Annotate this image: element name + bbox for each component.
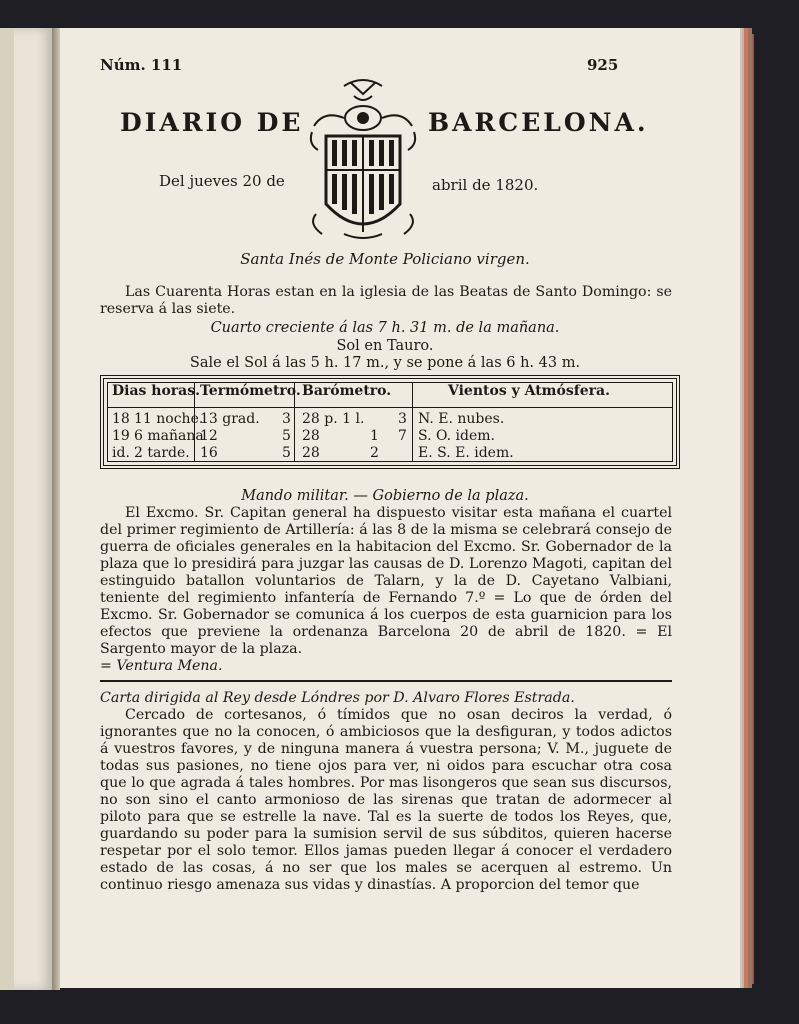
- left-page-edge: [0, 28, 54, 990]
- masthead-title-right: BARCELONA.: [428, 108, 649, 137]
- row1-baro-n: 3: [398, 411, 407, 427]
- row1-time: 11 noche.: [134, 411, 204, 427]
- military-heading: Mando militar. — Gobierno de la plaza.: [241, 488, 529, 504]
- date-right: abril de 1820.: [432, 176, 539, 194]
- weather-table: [100, 375, 680, 469]
- row3-baro-mid: 2: [370, 445, 379, 461]
- letter-heading: Carta dirigida al Rey desde Lóndres por D. Alvaro Flores Estrada.: [100, 690, 575, 706]
- row3-time: 2 tarde.: [134, 445, 190, 461]
- book-spine: [52, 28, 60, 990]
- sun-times: Sale el Sol á las 5 h. 17 m., y se pone á las 6 h. 43 m.: [189, 355, 581, 371]
- coat-of-arms-icon: [304, 74, 422, 242]
- row3-baro: 28: [302, 445, 320, 461]
- row2-day: 19: [112, 428, 130, 444]
- issue-number: Núm. 111: [100, 56, 183, 74]
- row1-wind: N. E. nubes.: [418, 411, 505, 427]
- date-left: Del jueves 20 de: [159, 172, 285, 190]
- row1-day: 18: [112, 411, 130, 427]
- row2-time: 6 mañana: [134, 428, 204, 444]
- row3-thermo-n: 5: [282, 445, 291, 461]
- row3-wind: E. S. E. idem.: [418, 445, 514, 461]
- moon-phase: Cuarto creciente á las 7 h. 31 m. de la mañana.: [210, 320, 560, 336]
- row3-day: id.: [112, 445, 130, 461]
- letter-text: Cercado de cortesanos, ó tímidos que no osan deciros la verdad, ó ignorantes que no la conocen, ó ambiciosos que la desfiguran, y todos adictos á vuestros favores, y de ninguna manera á vuestra persona; V. M., juguete de todas sus pasiones, no tiene ojos para ver, ni oidos para escuchar otra cosa que lo que agrada á tales hombres. Por mas lisongeros que sean sus discursos, no son sino el canto armonioso de las sirenas que tratan de adormecer al piloto para que se estrelle la nave. Tal es la suerte de todos los Reyes, que, guardando su poder para la sumision servil de sus súbditos, quieren hacerse respetar por el solo temor. Ellos jamas pueden llegar á conocer el verdadero estado de las cosas, á no ser que los males se acerquen al estremo. Un continuo riesgo amenaza sus vidas y dinastías. A proporcion del temor que: [100, 707, 672, 893]
- row1-thermo: 13 grad.: [200, 411, 260, 427]
- row2-baro: 28: [302, 428, 320, 444]
- sun-sign: Sol en Tauro.: [336, 338, 434, 354]
- header-days: Dias horas.: [112, 383, 201, 399]
- newspaper-page: [60, 28, 740, 988]
- row1-thermo-n: 3: [282, 411, 291, 427]
- row1-baro: 28 p. 1 l.: [302, 411, 365, 427]
- row2-thermo: 12: [200, 428, 218, 444]
- row3-thermo: 16: [200, 445, 218, 461]
- row2-baro-mid: 1: [370, 428, 379, 444]
- cuarenta-horas-notice: Las Cuarenta Horas estan en la iglesia de las Beatas de Santo Domingo: se reserva á las siete.: [100, 284, 672, 317]
- row2-wind: S. O. idem.: [418, 428, 495, 444]
- row2-thermo-n: 5: [282, 428, 291, 444]
- header-wind: Vientos y Atmósfera.: [448, 383, 610, 399]
- page-stack-edge: [740, 34, 754, 984]
- section-divider: [100, 680, 672, 682]
- header-barometer: Barómetro.: [302, 383, 392, 399]
- page-number: 925: [587, 56, 619, 74]
- saint-of-the-day: Santa Inés de Monte Policiano virgen.: [240, 250, 530, 268]
- military-notice: El Excmo. Sr. Capitan general ha dispuesto visitar esta mañana el cuartel del primer regimiento de Artillería: á las 8 de la misma se celebrará consejo de guerra de oficiales generales en la habitacion del Excmo. Sr. Gobernador de la plaza que lo presidirá para juzgar las causas de D. Lorenzo Magoti, capitan del estinguido batallon voluntarios de Talarn, y la de D. Cayetano Valbiani, teniente del regimiento infantería de Fernando 7.º = Lo que de órden del Excmo. Sr. Gobernador se comunica á los cuerpos de esta guarnicion para los efectos que previene la ordenanza Barcelona 20 de abril de 1820. = El Sargento mayor de la plaza.: [100, 505, 672, 657]
- row2-baro-n: 7: [398, 428, 407, 444]
- header-thermometer: Termómetro.: [200, 383, 301, 399]
- masthead-title-left: DIARIO DE: [120, 108, 304, 137]
- military-signature: = Ventura Mena.: [100, 658, 223, 674]
